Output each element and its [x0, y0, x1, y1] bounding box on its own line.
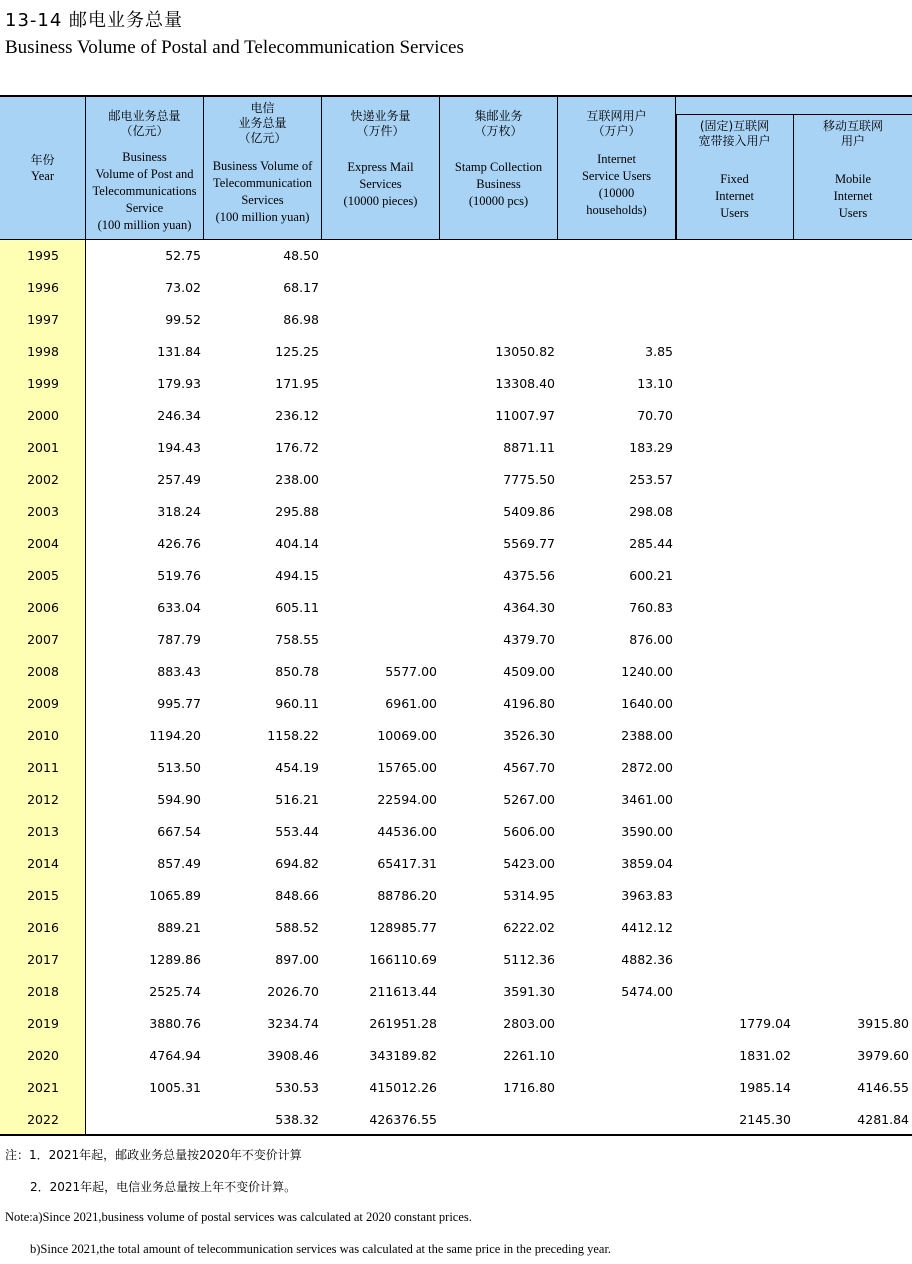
- post-telecom-cell: 426.76: [157, 536, 201, 551]
- header-post-telecom-en3: Telecommunications: [92, 184, 197, 198]
- stamp-cell: 11007.97: [495, 408, 555, 423]
- year-cell: 1999: [27, 376, 59, 391]
- telecom-cell: 86.98: [283, 312, 319, 327]
- post-telecom-cell: 787.79: [157, 632, 201, 647]
- telecom-cell: 404.14: [275, 536, 319, 551]
- header-post-telecom-cn1: 邮电业务总量: [108, 109, 181, 123]
- post-telecom-cell: 995.77: [157, 696, 201, 711]
- post-telecom-cell: 99.52: [165, 312, 201, 327]
- post-telecom-cell: 246.34: [157, 408, 201, 423]
- page-title-cn: 13-14 邮电业务总量: [5, 10, 184, 31]
- table-row: [0, 817, 912, 849]
- stamp-cell: 4379.70: [503, 632, 555, 647]
- table-row: [0, 401, 912, 433]
- fixed-internet-cell: 1985.14: [739, 1080, 791, 1095]
- express-cell: 211613.44: [369, 984, 437, 999]
- mobile-internet-cell: 3979.60: [857, 1048, 909, 1063]
- table-bottom-rule: [0, 1134, 912, 1136]
- header-express-en3: (10000 pieces): [343, 194, 418, 208]
- post-telecom-cell: 889.21: [157, 920, 201, 935]
- internet-cell: 3859.04: [621, 856, 673, 871]
- note-cn-1: 注：1．2021年起，邮政业务总量按2020年不变价计算: [5, 1148, 302, 1162]
- year-cell: 2008: [27, 664, 59, 679]
- table-row: [0, 1041, 912, 1073]
- internet-cell: 3963.83: [621, 888, 673, 903]
- year-cell: 2003: [27, 504, 59, 519]
- mobile-internet-cell: 4281.84: [857, 1112, 909, 1127]
- express-cell: 166110.69: [369, 952, 437, 967]
- stamp-cell: 2803.00: [503, 1016, 555, 1031]
- internet-cell: 2872.00: [621, 760, 673, 775]
- year-cell: 2012: [27, 792, 59, 807]
- header-year: [0, 97, 86, 239]
- table-row: [0, 369, 912, 401]
- internet-cell: 298.08: [629, 504, 673, 519]
- table-row: [0, 1105, 912, 1137]
- stamp-cell: 8871.11: [503, 440, 555, 455]
- year-cell: 1998: [27, 344, 59, 359]
- header-telecom-cn1: 电信: [250, 101, 275, 115]
- stamp-cell: 1716.80: [503, 1080, 555, 1095]
- table-row: [0, 529, 912, 561]
- header-bottom-rule: [0, 239, 912, 240]
- header-year-en: Year: [30, 169, 55, 183]
- header-stamp-cn2: （万枚）: [474, 124, 523, 138]
- telecom-cell: 176.72: [275, 440, 319, 455]
- header-internet-en2: Service Users: [581, 169, 652, 183]
- stamp-cell: 7775.50: [503, 472, 555, 487]
- year-cell: 2013: [27, 824, 59, 839]
- post-telecom-cell: 194.43: [157, 440, 201, 455]
- table-row: [0, 337, 912, 369]
- year-cell: 2021: [27, 1080, 59, 1095]
- express-cell: 44536.00: [377, 824, 437, 839]
- header-telecom-en4: (100 million yuan): [215, 210, 310, 224]
- mobile-internet-cell: 4146.55: [857, 1080, 909, 1095]
- header-post-telecom-en5: (100 million yuan): [97, 218, 192, 232]
- header-internet-en4: households): [586, 203, 647, 217]
- header-telecom-cn2: 业务总量: [238, 116, 287, 130]
- telecom-cell: 605.11: [275, 600, 319, 615]
- post-telecom-cell: 883.43: [157, 664, 201, 679]
- table-row: [0, 913, 912, 945]
- year-cell: 2005: [27, 568, 59, 583]
- header-post-telecom: [86, 97, 204, 239]
- internet-cell: 760.83: [629, 600, 673, 615]
- header-internet: [558, 97, 676, 239]
- fixed-internet-cell: 1831.02: [739, 1048, 791, 1063]
- telecom-cell: 588.52: [275, 920, 319, 935]
- stamp-cell: 13308.40: [495, 376, 555, 391]
- express-cell: 128985.77: [369, 920, 437, 935]
- post-telecom-cell: 633.04: [157, 600, 201, 615]
- header-mobile-cn1: 移动互联网: [822, 119, 883, 133]
- express-cell: 5577.00: [385, 664, 437, 679]
- stamp-cell: 3526.30: [503, 728, 555, 743]
- year-cell: 2009: [27, 696, 59, 711]
- express-cell: 415012.26: [369, 1080, 437, 1095]
- header-telecom-en2: Telecommunication: [212, 176, 313, 190]
- post-telecom-cell: 1194.20: [149, 728, 201, 743]
- express-cell: 88786.20: [377, 888, 437, 903]
- header-express-cn2: （万件）: [356, 124, 405, 138]
- header-internet-cn2: （万户）: [592, 124, 641, 138]
- internet-cell: 876.00: [629, 632, 673, 647]
- express-cell: 15765.00: [377, 760, 437, 775]
- post-telecom-cell: 73.02: [165, 280, 201, 295]
- table-row: [0, 753, 912, 785]
- year-cell: 2016: [27, 920, 59, 935]
- page-title-en: Business Volume of Postal and Telecommunication Services: [5, 37, 464, 58]
- internet-cell: 5474.00: [621, 984, 673, 999]
- telecom-cell: 850.78: [275, 664, 319, 679]
- year-cell: 2022: [27, 1112, 59, 1127]
- fixed-internet-cell: 2145.30: [739, 1112, 791, 1127]
- header-mobile-cn2: 用户: [840, 134, 865, 148]
- header-telecom-en1: Business Volume of: [212, 159, 313, 173]
- header-fixed-en3: Users: [720, 206, 749, 220]
- telecom-cell: 3234.74: [267, 1016, 319, 1031]
- express-cell: 261951.28: [369, 1016, 437, 1031]
- telecom-cell: 2026.70: [267, 984, 319, 999]
- post-telecom-cell: 179.93: [157, 376, 201, 391]
- stamp-cell: 5267.00: [503, 792, 555, 807]
- telecom-cell: 171.95: [275, 376, 319, 391]
- year-cell: 2002: [27, 472, 59, 487]
- telecom-cell: 960.11: [275, 696, 319, 711]
- express-cell: 65417.31: [377, 856, 437, 871]
- year-cell: 2011: [27, 760, 59, 775]
- stamp-cell: 4567.70: [503, 760, 555, 775]
- express-cell: 10069.00: [377, 728, 437, 743]
- internet-cell: 285.44: [629, 536, 673, 551]
- internet-cell: 1240.00: [621, 664, 673, 679]
- year-cell: 2007: [27, 632, 59, 647]
- table-row: [0, 625, 912, 657]
- year-cell: 2015: [27, 888, 59, 903]
- express-cell: 426376.55: [369, 1112, 437, 1127]
- table-row: [0, 849, 912, 881]
- note-en-2: b)Since 2021,the total amount of telecommunication services was calculated at the same price in the preceding year.: [30, 1242, 612, 1256]
- telecom-cell: 553.44: [275, 824, 319, 839]
- telecom-cell: 897.00: [275, 952, 319, 967]
- header-express-en2: Services: [359, 177, 402, 191]
- note-en-1: Note:a)Since 2021,business volume of postal services was calculated at 2020 constant prices.: [5, 1210, 472, 1224]
- table-row: [0, 593, 912, 625]
- post-telecom-cell: 519.76: [157, 568, 201, 583]
- header-fixed-cn2: 宽带接入用户: [698, 134, 771, 148]
- post-telecom-cell: 318.24: [157, 504, 201, 519]
- telecom-cell: 3908.46: [267, 1048, 319, 1063]
- post-telecom-cell: 594.90: [157, 792, 201, 807]
- header-express-en1: Express Mail: [347, 160, 414, 174]
- stamp-cell: 5606.00: [503, 824, 555, 839]
- table-row: [0, 945, 912, 977]
- telecom-cell: 516.21: [275, 792, 319, 807]
- post-telecom-cell: 2525.74: [149, 984, 201, 999]
- express-cell: 6961.00: [385, 696, 437, 711]
- internet-cell: 3590.00: [621, 824, 673, 839]
- header-fixed-en2: Internet: [715, 189, 754, 203]
- year-cell: 2019: [27, 1016, 59, 1031]
- stamp-cell: 2261.10: [503, 1048, 555, 1063]
- header-internet-cn1: 互联网用户: [586, 109, 647, 123]
- stamp-cell: 4375.56: [503, 568, 555, 583]
- note-cn-2: 2．2021年起，电信业务总量按上年不变价计算。: [30, 1180, 297, 1194]
- telecom-cell: 125.25: [275, 344, 319, 359]
- express-cell: 22594.00: [377, 792, 437, 807]
- post-telecom-cell: 1005.31: [149, 1080, 201, 1095]
- stamp-cell: 13050.82: [495, 344, 555, 359]
- post-telecom-cell: 3880.76: [149, 1016, 201, 1031]
- header-internet-en1: Internet: [597, 152, 636, 166]
- stamp-cell: 6222.02: [503, 920, 555, 935]
- stamp-cell: 5423.00: [503, 856, 555, 871]
- header-mobile-en3: Users: [838, 206, 868, 220]
- table-row: [0, 1009, 912, 1041]
- telecom-cell: 1158.22: [267, 728, 319, 743]
- table-header: [0, 97, 912, 240]
- post-telecom-cell: 4764.94: [149, 1048, 201, 1063]
- stamp-cell: 4196.80: [503, 696, 555, 711]
- post-telecom-cell: 257.49: [157, 472, 201, 487]
- internet-cell: 3461.00: [621, 792, 673, 807]
- header-mobile-en1: Mobile: [834, 172, 872, 186]
- year-cell: 2006: [27, 600, 59, 615]
- table-row: [0, 241, 912, 273]
- header-post-telecom-en1: Business: [122, 150, 167, 164]
- telecom-cell: 295.88: [275, 504, 319, 519]
- table-row: [0, 273, 912, 305]
- telecom-cell: 758.55: [275, 632, 319, 647]
- internet-cell: 13.10: [637, 376, 673, 391]
- year-cell: 2004: [27, 536, 59, 551]
- telecom-cell: 494.15: [275, 568, 319, 583]
- telecom-cell: 238.00: [275, 472, 319, 487]
- internet-cell: 4882.36: [621, 952, 673, 967]
- header-fixed-internet: [676, 115, 794, 239]
- table-row: [0, 433, 912, 465]
- internet-cell: 253.57: [629, 472, 673, 487]
- year-cell: 2000: [27, 408, 59, 423]
- internet-cell: 3.85: [645, 344, 673, 359]
- fixed-internet-cell: 1779.04: [739, 1016, 791, 1031]
- internet-cell: 600.21: [629, 568, 673, 583]
- year-cell: 2020: [27, 1048, 59, 1063]
- internet-cell: 1640.00: [621, 696, 673, 711]
- internet-cell: 4412.12: [621, 920, 673, 935]
- table-row: [0, 305, 912, 337]
- stamp-cell: 4364.30: [503, 600, 555, 615]
- table-row: [0, 689, 912, 721]
- year-cell: 1996: [27, 280, 59, 295]
- telecom-cell: 236.12: [275, 408, 319, 423]
- header-stamp-cn1: 集邮业务: [474, 109, 523, 123]
- telecom-cell: 530.53: [275, 1080, 319, 1095]
- telecom-cell: 538.32: [275, 1112, 319, 1127]
- stamp-cell: 5569.77: [503, 536, 555, 551]
- header-telecom-cn3: （亿元）: [238, 131, 287, 145]
- header-year-cn: 年份: [30, 153, 55, 167]
- year-cell: 1997: [27, 312, 59, 327]
- header-telecom-en3: Services: [241, 193, 284, 207]
- year-cell: 1995: [27, 248, 59, 263]
- header-stamp-en2: Business: [476, 177, 521, 191]
- header-stamp-en3: (10000 pcs): [468, 194, 529, 208]
- stamp-cell: 5112.36: [503, 952, 555, 967]
- telecom-cell: 848.66: [275, 888, 319, 903]
- table-row: [0, 977, 912, 1009]
- year-cell: 2018: [27, 984, 59, 999]
- telecom-cell: 68.17: [283, 280, 319, 295]
- table-row: [0, 497, 912, 529]
- header-express: [322, 97, 440, 239]
- stamp-cell: 4509.00: [503, 664, 555, 679]
- telecom-cell: 48.50: [283, 248, 319, 263]
- year-cell: 2017: [27, 952, 59, 967]
- header-telecom: [204, 97, 322, 239]
- header-mobile-internet: [794, 115, 912, 239]
- year-cell: 2001: [27, 440, 59, 455]
- header-internet-en3: (10000: [598, 186, 635, 200]
- header-post-telecom-cn2: （亿元）: [120, 124, 169, 138]
- header-fixed-en1: Fixed: [720, 172, 749, 186]
- internet-cell: 183.29: [629, 440, 673, 455]
- table-row: [0, 561, 912, 593]
- table-row: [0, 881, 912, 913]
- stamp-cell: 3591.30: [503, 984, 555, 999]
- internet-cell: 2388.00: [621, 728, 673, 743]
- stamp-cell: 5409.86: [503, 504, 555, 519]
- table-row: [0, 1073, 912, 1105]
- table-row: [0, 657, 912, 689]
- table-row: [0, 721, 912, 753]
- table-row: [0, 785, 912, 817]
- header-stamp-en1: Stamp Collection: [454, 160, 543, 174]
- year-cell: 2014: [27, 856, 59, 871]
- year-cell: 2010: [27, 728, 59, 743]
- express-cell: 343189.82: [369, 1048, 437, 1063]
- telecom-cell: 694.82: [275, 856, 319, 871]
- header-express-cn1: 快递业务量: [350, 109, 411, 123]
- header-post-telecom-en2: Volume of Post and: [95, 167, 194, 181]
- post-telecom-cell: 131.84: [157, 344, 201, 359]
- header-stamp: [440, 97, 558, 239]
- mobile-internet-cell: 3915.80: [857, 1016, 909, 1031]
- post-telecom-cell: 1289.86: [149, 952, 201, 967]
- stamp-cell: 5314.95: [503, 888, 555, 903]
- header-post-telecom-en4: Service: [125, 201, 164, 215]
- table-row: [0, 465, 912, 497]
- header-mobile-en2: Internet: [833, 189, 873, 203]
- post-telecom-cell: 1065.89: [149, 888, 201, 903]
- header-fixed-cn1: (固定)互联网: [699, 119, 770, 133]
- telecom-cell: 454.19: [275, 760, 319, 775]
- internet-cell: 70.70: [637, 408, 673, 423]
- post-telecom-cell: 52.75: [165, 248, 201, 263]
- post-telecom-cell: 513.50: [157, 760, 201, 775]
- post-telecom-cell: 857.49: [157, 856, 201, 871]
- post-telecom-cell: 667.54: [157, 824, 201, 839]
